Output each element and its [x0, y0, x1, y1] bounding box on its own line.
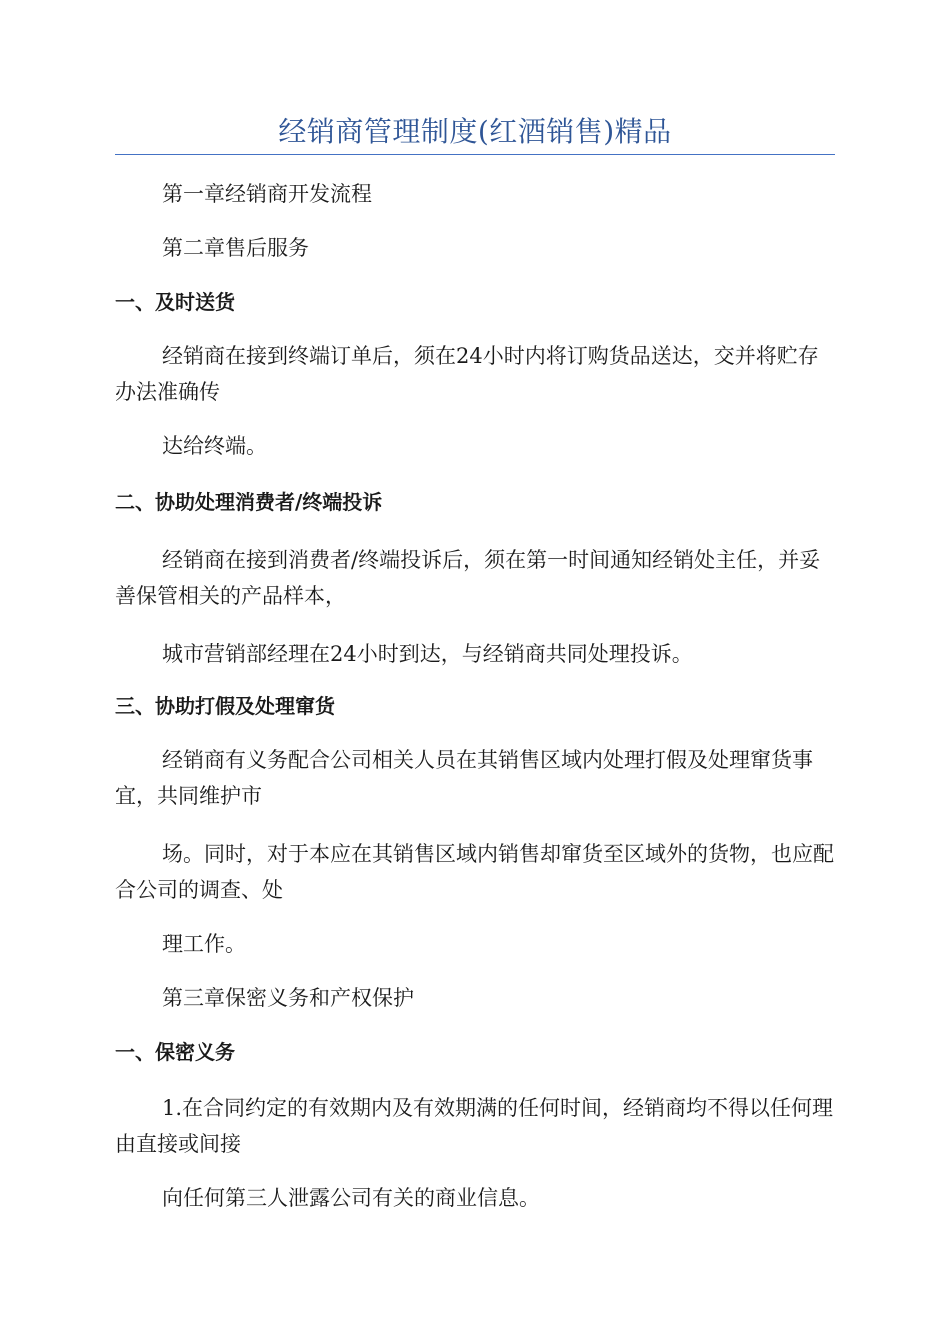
body-paragraph: 场。同时，对于本应在其销售区域内销售却窜货至区域外的货物，也应配合公司的调查、处	[115, 842, 834, 902]
body-paragraph: 经销商在接到终端订单后，须在24小时内将订购货品送达，交并将贮存办法准确传	[115, 344, 819, 404]
body-paragraph: 经销商有义务配合公司相关人员在其销售区域内处理打假及处理窜货事宜，共同维护市	[115, 748, 813, 808]
body-paragraph: 城市营销部经理在24小时到达，与经销商共同处理投诉。	[162, 642, 693, 666]
title-underline	[115, 154, 835, 155]
body-paragraph: 向任何第三人泄露公司有关的商业信息。	[162, 1186, 540, 1210]
body-paragraph: 1.在合同约定的有效期内及有效期满的任何时间，经销商均不得以任何理由直接或间接	[115, 1096, 834, 1156]
chapter-heading: 第一章经销商开发流程	[162, 182, 372, 206]
section-heading: 一、保密义务	[115, 1040, 235, 1064]
section-heading: 一、及时送货	[115, 290, 235, 314]
document-title: 经销商管理制度(红酒销售)精品	[278, 115, 672, 148]
body-paragraph: 理工作。	[162, 932, 246, 956]
section-heading: 二、协助处理消费者/终端投诉	[115, 490, 383, 514]
chapter-heading: 第二章售后服务	[162, 236, 309, 260]
body-paragraph: 经销商在接到消费者/终端投诉后，须在第一时间通知经销处主任，并妥善保管相关的产品样本，	[115, 548, 821, 608]
chapter-heading: 第三章保密义务和产权保护	[162, 986, 414, 1010]
section-heading: 三、协助打假及处理窜货	[115, 694, 335, 718]
body-paragraph: 达给终端。	[162, 434, 267, 458]
